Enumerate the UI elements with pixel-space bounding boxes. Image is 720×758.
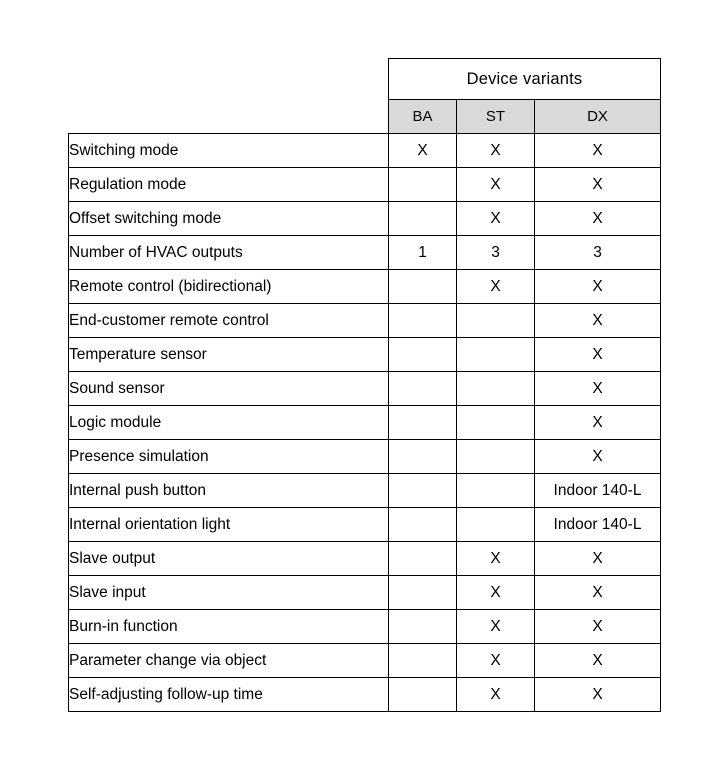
table-row	[69, 406, 661, 440]
table-header-variant-row	[69, 100, 661, 134]
table-row	[69, 338, 661, 372]
value-st	[457, 508, 535, 542]
table-row	[69, 440, 661, 474]
value-st	[457, 338, 535, 372]
value-dx: X	[535, 372, 661, 406]
feature-label: Slave input	[69, 576, 389, 610]
table-row	[69, 134, 661, 168]
value-dx: X	[535, 610, 661, 644]
value-st: X	[457, 202, 535, 236]
feature-label: Offset switching mode	[69, 202, 389, 236]
feature-label: Number of HVAC outputs	[69, 236, 389, 270]
value-ba	[389, 372, 457, 406]
value-st	[457, 406, 535, 440]
table-head	[69, 59, 661, 134]
value-dx: X	[535, 406, 661, 440]
value-dx: X	[535, 202, 661, 236]
device-variants-header: Device variants	[389, 59, 661, 100]
value-ba	[389, 610, 457, 644]
column-header-ba: BA	[389, 100, 457, 134]
device-variants-table	[68, 58, 661, 712]
value-st: X	[457, 644, 535, 678]
value-st	[457, 440, 535, 474]
value-st: X	[457, 134, 535, 168]
feature-label: Regulation mode	[69, 168, 389, 202]
value-ba	[389, 508, 457, 542]
value-st: X	[457, 270, 535, 304]
value-dx: 3	[535, 236, 661, 270]
value-ba	[389, 270, 457, 304]
table-row	[69, 508, 661, 542]
value-st	[457, 372, 535, 406]
value-ba	[389, 202, 457, 236]
value-dx: X	[535, 304, 661, 338]
feature-label: Sound sensor	[69, 372, 389, 406]
corner-blank-cell	[69, 59, 389, 100]
value-st: X	[457, 678, 535, 712]
value-ba: X	[389, 134, 457, 168]
value-ba	[389, 338, 457, 372]
value-ba	[389, 168, 457, 202]
table-row	[69, 542, 661, 576]
value-dx: X	[535, 542, 661, 576]
value-ba	[389, 406, 457, 440]
feature-label: Switching mode	[69, 134, 389, 168]
table-row	[69, 270, 661, 304]
value-dx: X	[535, 644, 661, 678]
value-ba	[389, 542, 457, 576]
feature-label: Presence simulation	[69, 440, 389, 474]
value-dx: X	[535, 440, 661, 474]
value-ba	[389, 474, 457, 508]
value-dx: X	[535, 338, 661, 372]
value-ba	[389, 304, 457, 338]
value-ba	[389, 440, 457, 474]
table-row	[69, 644, 661, 678]
value-dx: X	[535, 134, 661, 168]
table-row	[69, 372, 661, 406]
column-header-st: ST	[457, 100, 535, 134]
value-ba	[389, 678, 457, 712]
table-row	[69, 304, 661, 338]
table-row	[69, 236, 661, 270]
value-st: X	[457, 542, 535, 576]
value-st	[457, 304, 535, 338]
value-st: 3	[457, 236, 535, 270]
value-st: X	[457, 576, 535, 610]
feature-label: Remote control (bidirectional)	[69, 270, 389, 304]
feature-label: Slave output	[69, 542, 389, 576]
table-row	[69, 474, 661, 508]
value-ba	[389, 576, 457, 610]
value-dx: X	[535, 678, 661, 712]
feature-label: Burn-in function	[69, 610, 389, 644]
corner-blank-cell-2	[69, 100, 389, 134]
value-dx: Indoor 140-L	[535, 508, 661, 542]
value-ba: 1	[389, 236, 457, 270]
value-dx: X	[535, 576, 661, 610]
value-dx: X	[535, 168, 661, 202]
value-st	[457, 474, 535, 508]
feature-label: Internal orientation light	[69, 508, 389, 542]
feature-label: End-customer remote control	[69, 304, 389, 338]
column-header-dx: DX	[535, 100, 661, 134]
feature-label: Temperature sensor	[69, 338, 389, 372]
value-ba	[389, 644, 457, 678]
table-header-group-row	[69, 59, 661, 100]
table-row	[69, 610, 661, 644]
table-row	[69, 202, 661, 236]
value-dx: Indoor 140-L	[535, 474, 661, 508]
feature-label: Internal push button	[69, 474, 389, 508]
feature-label: Logic module	[69, 406, 389, 440]
value-st: X	[457, 610, 535, 644]
table-row	[69, 168, 661, 202]
table-row	[69, 576, 661, 610]
value-st: X	[457, 168, 535, 202]
value-dx: X	[535, 270, 661, 304]
table-row	[69, 678, 661, 712]
feature-label: Parameter change via object	[69, 644, 389, 678]
table-body	[69, 134, 661, 712]
feature-label: Self-adjusting follow-up time	[69, 678, 389, 712]
